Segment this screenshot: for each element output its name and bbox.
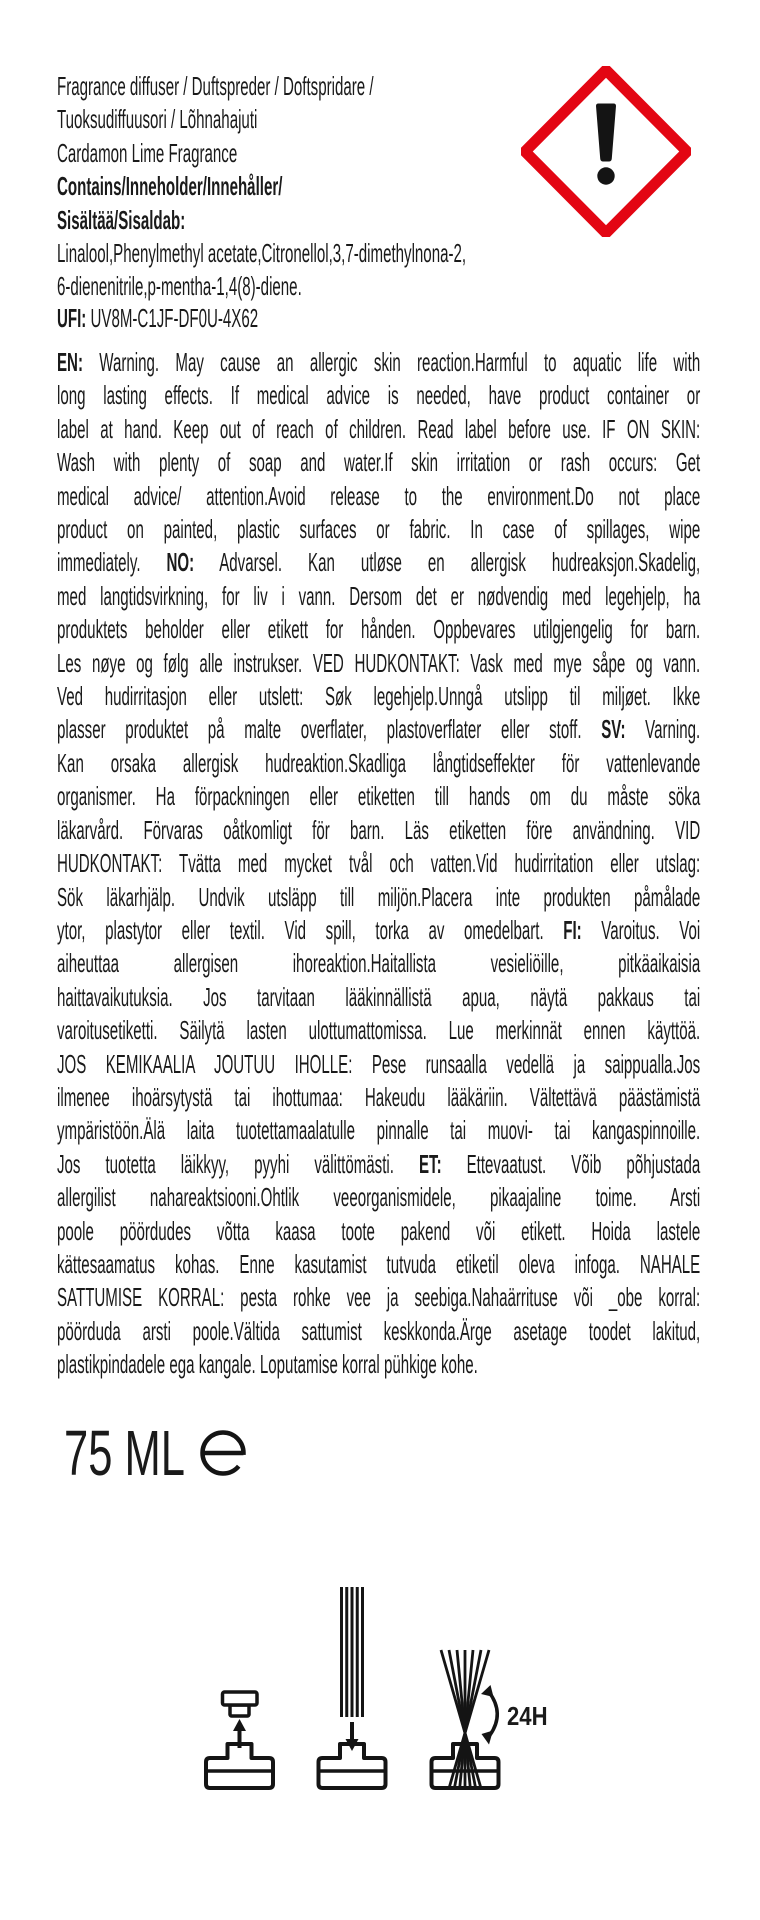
text-line: ytor, plastytor eller textil. Vid spill, torka av omedelbart. FI: Varoitus. Voi: [57, 914, 701, 945]
text-line: läkarvård. Förvaras oåtkomligt för barn. Läs etiketten före användning. VID: [57, 814, 701, 845]
text-line: kättesaamatus kohas. Enne kasutamist tutvuda etiketil oleva infoga. NAHALE: [57, 1248, 701, 1279]
text-line: produktets beholder eller etikett for hånden. Oppbevares utilgjengelig for barn.: [57, 614, 701, 645]
text-line: product on painted, plastic surfaces or fabric. In case of spillages, wipe: [57, 514, 701, 545]
text-line: Fragrance diffuser / Duftspreder / Doftspridare /: [57, 71, 374, 101]
flip-reeds-icon: [432, 1650, 499, 1789]
remove-cap-icon: [206, 1692, 273, 1788]
text-line: Ved hudirritasjon eller utslett: Søk legehjelp.Unngå utslipp til miljøet. Ikke: [57, 681, 701, 712]
text-line: long lasting effects. If medical advice is needed, have product container or: [57, 380, 701, 411]
text-line: aiheuttaa allergisen ihoreaktion.Haitallista vesieliöille, pitkäaikaisia: [57, 948, 701, 979]
text-line: Jos tuotetta läikkyy, pyyhi välittömästi. ET: Ettevaatust. Võib põhjustada: [57, 1148, 701, 1179]
text-line: SATTUMISE KORRAL: pesta rohke vee ja seebiga.Nahaärrituse või _obe korral:: [57, 1282, 701, 1313]
estimated-sign-icon: [199, 1429, 247, 1477]
ghs07-warning-pictogram: [521, 66, 691, 237]
usage-instructions-icons: [150, 1560, 570, 1810]
exclamation-dot: [597, 167, 614, 184]
ufi-code: [57, 302, 700, 335]
warning-text-block: [57, 346, 700, 1382]
volume-amount: 75 ML: [64, 1417, 185, 1489]
text-line: varoitusetiketti. Säilytä lasten ulottumattomissa. Lue merkinnät ennen käyttöä.: [57, 1015, 701, 1046]
text-line: poole pöördudes võtta kaasa toote pakend või etikett. Hoida lastele: [57, 1215, 701, 1246]
text-line: Tuoksudiffuusori / Lõhnahajuti: [57, 104, 258, 135]
text-line: med langtidsvirkning, for liv i vann. Dersom det er nødvendig med legehjelp, ha: [57, 580, 701, 611]
text-line: UFI: UV8M-C1JF-DF0U-4X62: [57, 303, 259, 333]
rotate-arrow-icon: [481, 1685, 497, 1745]
text-line: Linalool,Phenylmethyl acetate,Citronellol,3,7-dimethylnona-2,: [57, 238, 467, 269]
text-line: JOS KEMIKAALIA JOUTUU IHOLLE: Pese runsaalla vedellä ja saippualla.Jos: [57, 1048, 701, 1079]
text-line: ympäristöön.Älä laita tuotettamaalatulle pinnalle tai muovi- tai kangaspinnoille.: [57, 1115, 701, 1146]
text-line: Contains/Inneholder/Innehåller/: [57, 171, 283, 202]
text-line: Kan orsaka allergisk hudreaktion.Skadliga långtidseffekter för vattenlevande: [57, 747, 701, 778]
text-line: Wash with plenty of soap and water.If skin irritation or rash occurs: Get: [57, 447, 701, 478]
text-line: Les nøye og følg alle instrukser. VED HUDKONTAKT: Vask med mye såpe og vann.: [57, 647, 701, 678]
text-line: Sisältää/Sisaldab:: [57, 204, 186, 235]
insert-reeds-icon: [319, 1587, 386, 1788]
text-line: organismer. Ha förpackningen eller etiketten till hands om du måste söka: [57, 781, 701, 812]
text-line: label at hand. Keep out of reach of children. Read label before use. IF ON SKIN:: [57, 413, 701, 444]
text-line: 6-dienenitrile,p-mentha-1,4(8)-diene.: [57, 271, 302, 302]
text-line: ilmenee ihoärsytystä tai ihottumaa: Hakeudu lääkäriin. Vältettävä päästämistä: [57, 1081, 701, 1112]
text-line: pöörduda arsti poole.Vältida sattumist keskkonda.Ärge asetage toodet lakitud,: [57, 1315, 701, 1346]
text-line: haittavaikutuksia. Jos tarvitaan lääkinnällistä apua, näytä pakkaus tai: [57, 981, 701, 1012]
duration-label: 24H: [507, 1701, 548, 1731]
text-line: plasser produktet på malte overflater, plastoverflater eller stoff. SV: Varning.: [57, 714, 701, 745]
text-line: Cardamon Lime Fragrance: [57, 137, 238, 168]
text-line: plastikpindadele ega kangale. Loputamise korral pühkige kohe.: [57, 1349, 478, 1380]
text-line: HUDKONTAKT: Tvätta med mycket tvål och vatten.Vid hudirritation eller utslag:: [57, 848, 701, 879]
text-line: Sök läkarhjälp. Undvik utsläpp till miljön.Placera inte produkten påmålade: [57, 881, 701, 912]
text-line: immediately. NO: Advarsel. Kan utløse en allergisk hudreaksjon.Skadelig,: [57, 547, 701, 578]
text-line: medical advice/ attention.Avoid release to the environment.Do not place: [57, 480, 701, 511]
text-line: EN: Warning. May cause an allergic skin reaction.Harmful to aquatic life with: [57, 347, 701, 377]
text-line: allergilist nahareaktsiooni.Ohtlik veeorganismidele, pikaajaline toime. Arsti: [57, 1182, 701, 1213]
